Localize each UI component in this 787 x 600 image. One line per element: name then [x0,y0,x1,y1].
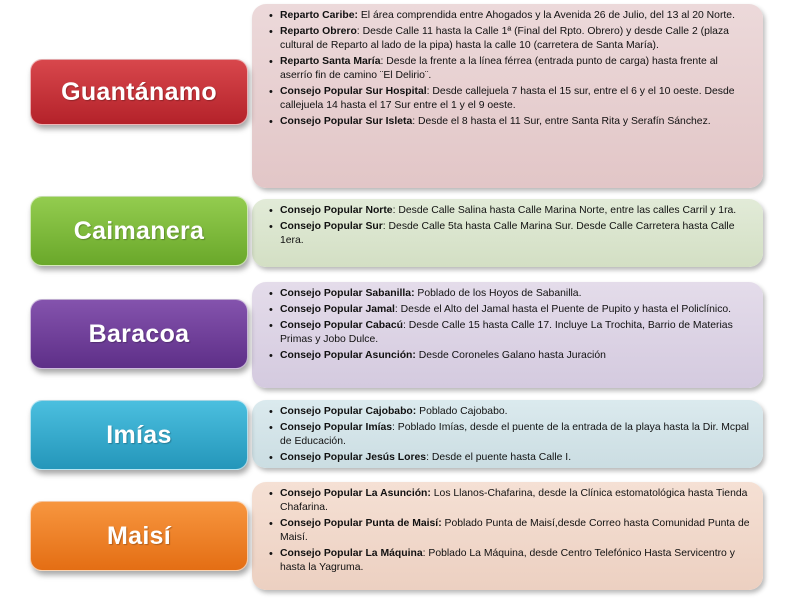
item-title: Consejo Popular Norte [280,205,393,216]
item-text: : Poblado La Máquina, desde Centro Telefónico Hasta Servicentro y hasta la Yagruma. [280,548,735,573]
item-title: Reparto Obrero [280,26,357,37]
item-title: Consejo Popular Punta de Maisí: [280,518,442,529]
item-title: Consejo Popular Asunción: [280,350,416,361]
item-title: Reparto Caribe: [280,10,358,21]
caimanera-panel [252,199,763,267]
item-title: Consejo Popular Sabanilla: [280,288,415,299]
list-item [280,9,753,23]
item-text: : Desde el Alto del Jamal hasta el Puente de Pupito y hasta el Policlínico. [394,304,732,315]
list-item [280,421,753,449]
list-item [280,25,753,53]
list-item [280,405,753,419]
item-text: Desde Coroneles Galano hasta Juración [415,350,606,361]
caimanera-list [280,204,753,248]
item-text: : Desde Calle 15 hasta Calle 17. Incluye La Trochita, Barrio de Materias Primas y Jobo Dulce. [280,320,733,345]
item-text: : Desde el puente hasta Calle I. [426,452,572,463]
list-item [280,55,753,83]
maisi-list [280,487,753,575]
list-item [280,319,753,347]
list-item [280,487,753,515]
list-item [280,220,753,248]
imias-label: Imías [30,400,248,470]
list-item [280,451,753,465]
item-title: Consejo Popular Imías [280,422,393,433]
item-title: Consejo Popular La Máquina [280,548,423,559]
caimanera-label: Caimanera [30,196,248,266]
item-title: Consejo Popular Jamal [280,304,395,315]
item-text: Los Llanos-Chafarina, desde la Clínica estomatológica hasta Tienda Chafarina. [280,488,748,513]
item-title: Consejo Popular Jesús Lores [280,452,427,463]
item-text: : Poblado Imías, desde el puente de la entrada de la playa hasta la Dir. Mcpal de Educación. [280,422,749,447]
guantanamo-panel [252,4,763,188]
guantanamo-label: Guantánamo [30,59,248,125]
list-item [280,85,753,113]
item-title: Consejo Popular Cabacú [280,320,403,331]
item-text: : Desde la frente a la línea férrea (entrada punto de carga) hasta frente al aserrío fin de camino ¨El Delirio¨. [280,56,718,81]
maisi-label: Maisí [30,501,248,571]
item-title: Reparto Santa María [280,56,381,67]
item-title: Consejo Popular Sur Hospital [280,86,427,97]
item-text: Poblado de los Hoyos de Sabanilla. [414,288,582,299]
imias-panel [252,400,763,468]
baracoa-list [280,287,753,363]
item-text: : Desde Calle 5ta hasta Calle Marina Sur. Desde Calle Carretera hasta Calle 1era. [280,221,735,246]
baracoa-label: Baracoa [30,299,248,369]
list-item [280,115,753,129]
item-title: Consejo Popular Cajobabo: [280,406,417,417]
item-text: Poblado Punta de Maisí,desde Correo hasta Comunidad Punta de Maisí. [280,518,750,543]
item-text: Poblado Cajobabo. [416,406,508,417]
item-title: Consejo Popular La Asunción: [280,488,431,499]
list-item [280,303,753,317]
item-text: : Desde Calle Salina hasta Calle Marina Norte, entre las calles Carril y 1ra. [392,205,737,216]
list-item [280,287,753,301]
item-text: : Desde Calle 11 hasta la Calle 1ª (Final del Rpto. Obrero) y desde Calle 2 (plaza cultural de Reparto al lado de la pipa) hasta la calle 10 (carretera de Santa María). [280,26,729,51]
list-item [280,547,753,575]
item-text: El área comprendida entre Ahogados y la Avenida 26 de Julio, del 13 al 20 Norte. [357,10,735,21]
list-item [280,517,753,545]
list-item [280,349,753,363]
item-title: Consejo Popular Sur Isleta [280,116,413,127]
item-title: Consejo Popular Sur [280,221,383,232]
maisi-panel [252,482,763,590]
baracoa-panel [252,282,763,388]
item-text: : Desde el 8 hasta el 11 Sur, entre Santa Rita y Serafín Sánchez. [412,116,711,127]
guantanamo-list [280,9,753,129]
list-item [280,204,753,218]
imias-list [280,405,753,465]
item-text: : Desde callejuela 7 hasta el 15 sur, entre el 6 y el 10 oeste. Desde callejuela 14 hasta el 17 Sur entre el 1 y el 9 oeste. [280,86,735,111]
